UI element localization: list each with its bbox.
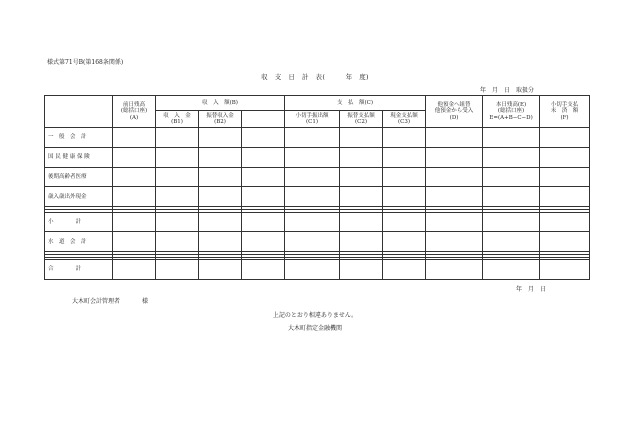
amount-cell: [199, 128, 242, 148]
amount-cell: [483, 128, 540, 148]
amount-cell: [483, 212, 540, 232]
amount-cell: [199, 187, 242, 207]
amount-cell: [156, 187, 199, 207]
amount-cell: [426, 187, 483, 207]
amount-cell: [383, 167, 426, 187]
col-income-blank: [242, 111, 285, 128]
amount-cell: [113, 232, 156, 252]
amount-cell: [156, 167, 199, 187]
amount-cell: [113, 128, 156, 148]
document-title: 収 支 日 計 表( 年 度): [261, 73, 369, 81]
amount-cell: [242, 232, 285, 252]
amount-cell: [340, 147, 383, 167]
col-income-cash: 収 入 金 (B1): [156, 111, 199, 128]
table-row: [45, 260, 590, 280]
amount-cell: [383, 260, 426, 280]
amount-cell: [285, 232, 340, 252]
amount-cell: [242, 212, 285, 232]
amount-cell: [383, 128, 426, 148]
amount-cell: [285, 128, 340, 148]
amount-cell: [540, 147, 590, 167]
amount-cell: [199, 147, 242, 167]
table-row: [45, 212, 590, 232]
amount-cell: [426, 147, 483, 167]
certification-statement: 上記のとおり相違ありません。: [272, 312, 358, 319]
amount-cell: [242, 147, 285, 167]
row-label: 合 計: [45, 260, 113, 280]
amount-cell: [426, 232, 483, 252]
amount-cell: [285, 167, 340, 187]
amount-cell: [340, 187, 383, 207]
designated-bank: 大木町指定金融機関: [287, 325, 342, 332]
amount-cell: [340, 232, 383, 252]
footer-date: 年 月 日: [516, 286, 547, 293]
table-row: [45, 147, 590, 167]
col-income-group: 収 入 額(B): [156, 96, 285, 111]
col-payment-check: 小切手振出額 (C1): [285, 111, 340, 128]
ledger-table: [44, 95, 590, 280]
addressee-suffix: 様: [142, 298, 149, 305]
col-payment-cash: 現金支払額 (C3): [383, 111, 426, 128]
amount-cell: [426, 167, 483, 187]
amount-cell: [340, 128, 383, 148]
row-label: 後期高齢者医療: [45, 167, 113, 187]
row-label: 水 道 会 計: [45, 232, 113, 252]
amount-cell: [242, 128, 285, 148]
amount-cell: [285, 260, 340, 280]
amount-cell: [113, 260, 156, 280]
row-label: 歳入歳出外現金: [45, 187, 113, 207]
amount-cell: [199, 232, 242, 252]
amount-cell: [113, 212, 156, 232]
row-label: 小 計: [45, 212, 113, 232]
amount-cell: [540, 167, 590, 187]
amount-cell: [156, 128, 199, 148]
amount-cell: [242, 167, 285, 187]
addressee: 大木町会計管理者: [72, 298, 121, 305]
amount-cell: [540, 260, 590, 280]
col-income-transfer: 振替収入金 (B2): [199, 111, 242, 128]
amount-cell: [540, 232, 590, 252]
amount-cell: [340, 167, 383, 187]
amount-cell: [113, 167, 156, 187]
amount-cell: [383, 232, 426, 252]
amount-cell: [156, 260, 199, 280]
col-payment-transfer: 振替支払額 (C2): [340, 111, 383, 128]
amount-cell: [242, 260, 285, 280]
amount-cell: [340, 260, 383, 280]
amount-cell: [426, 212, 483, 232]
amount-cell: [285, 212, 340, 232]
row-label: 国 民 健 康 保 険: [45, 147, 113, 167]
amount-cell: [242, 187, 285, 207]
amount-cell: [426, 260, 483, 280]
amount-cell: [199, 260, 242, 280]
amount-cell: [285, 187, 340, 207]
amount-cell: [199, 167, 242, 187]
amount-cell: [383, 212, 426, 232]
table-row: [45, 187, 590, 207]
amount-cell: [199, 212, 242, 232]
amount-cell: [156, 232, 199, 252]
row-label: 一 般 会 計: [45, 128, 113, 148]
col-prev-balance: 前日残高 (総括口座) (A): [113, 96, 156, 128]
handling-date: 年 月 日 取扱分: [480, 87, 535, 94]
col-today-balance: 本日残高(E) (総括口座) E=(A+B−C−D): [483, 96, 540, 128]
amount-cell: [483, 147, 540, 167]
blank-header-cell: [45, 96, 113, 128]
amount-cell: [426, 128, 483, 148]
amount-cell: [113, 147, 156, 167]
amount-cell: [383, 147, 426, 167]
table-row: [45, 167, 590, 187]
amount-cell: [483, 260, 540, 280]
amount-cell: [156, 147, 199, 167]
amount-cell: [540, 212, 590, 232]
table-row: [45, 232, 590, 252]
amount-cell: [540, 187, 590, 207]
amount-cell: [285, 147, 340, 167]
col-unpaid-checks: 小切手支払 未 済 額 (F): [540, 96, 590, 128]
col-payment-group: 支 払 額(C): [285, 96, 426, 111]
table-row: [45, 128, 590, 148]
amount-cell: [383, 187, 426, 207]
amount-cell: [113, 187, 156, 207]
amount-cell: [483, 187, 540, 207]
form-number: 様式第71号B(第168条関係): [47, 59, 124, 66]
amount-cell: [340, 212, 383, 232]
amount-cell: [156, 212, 199, 232]
amount-cell: [540, 128, 590, 148]
amount-cell: [483, 167, 540, 187]
amount-cell: [483, 232, 540, 252]
col-deposit-transfer: 他預金へ組替 他預金から受入 (D): [426, 96, 483, 128]
